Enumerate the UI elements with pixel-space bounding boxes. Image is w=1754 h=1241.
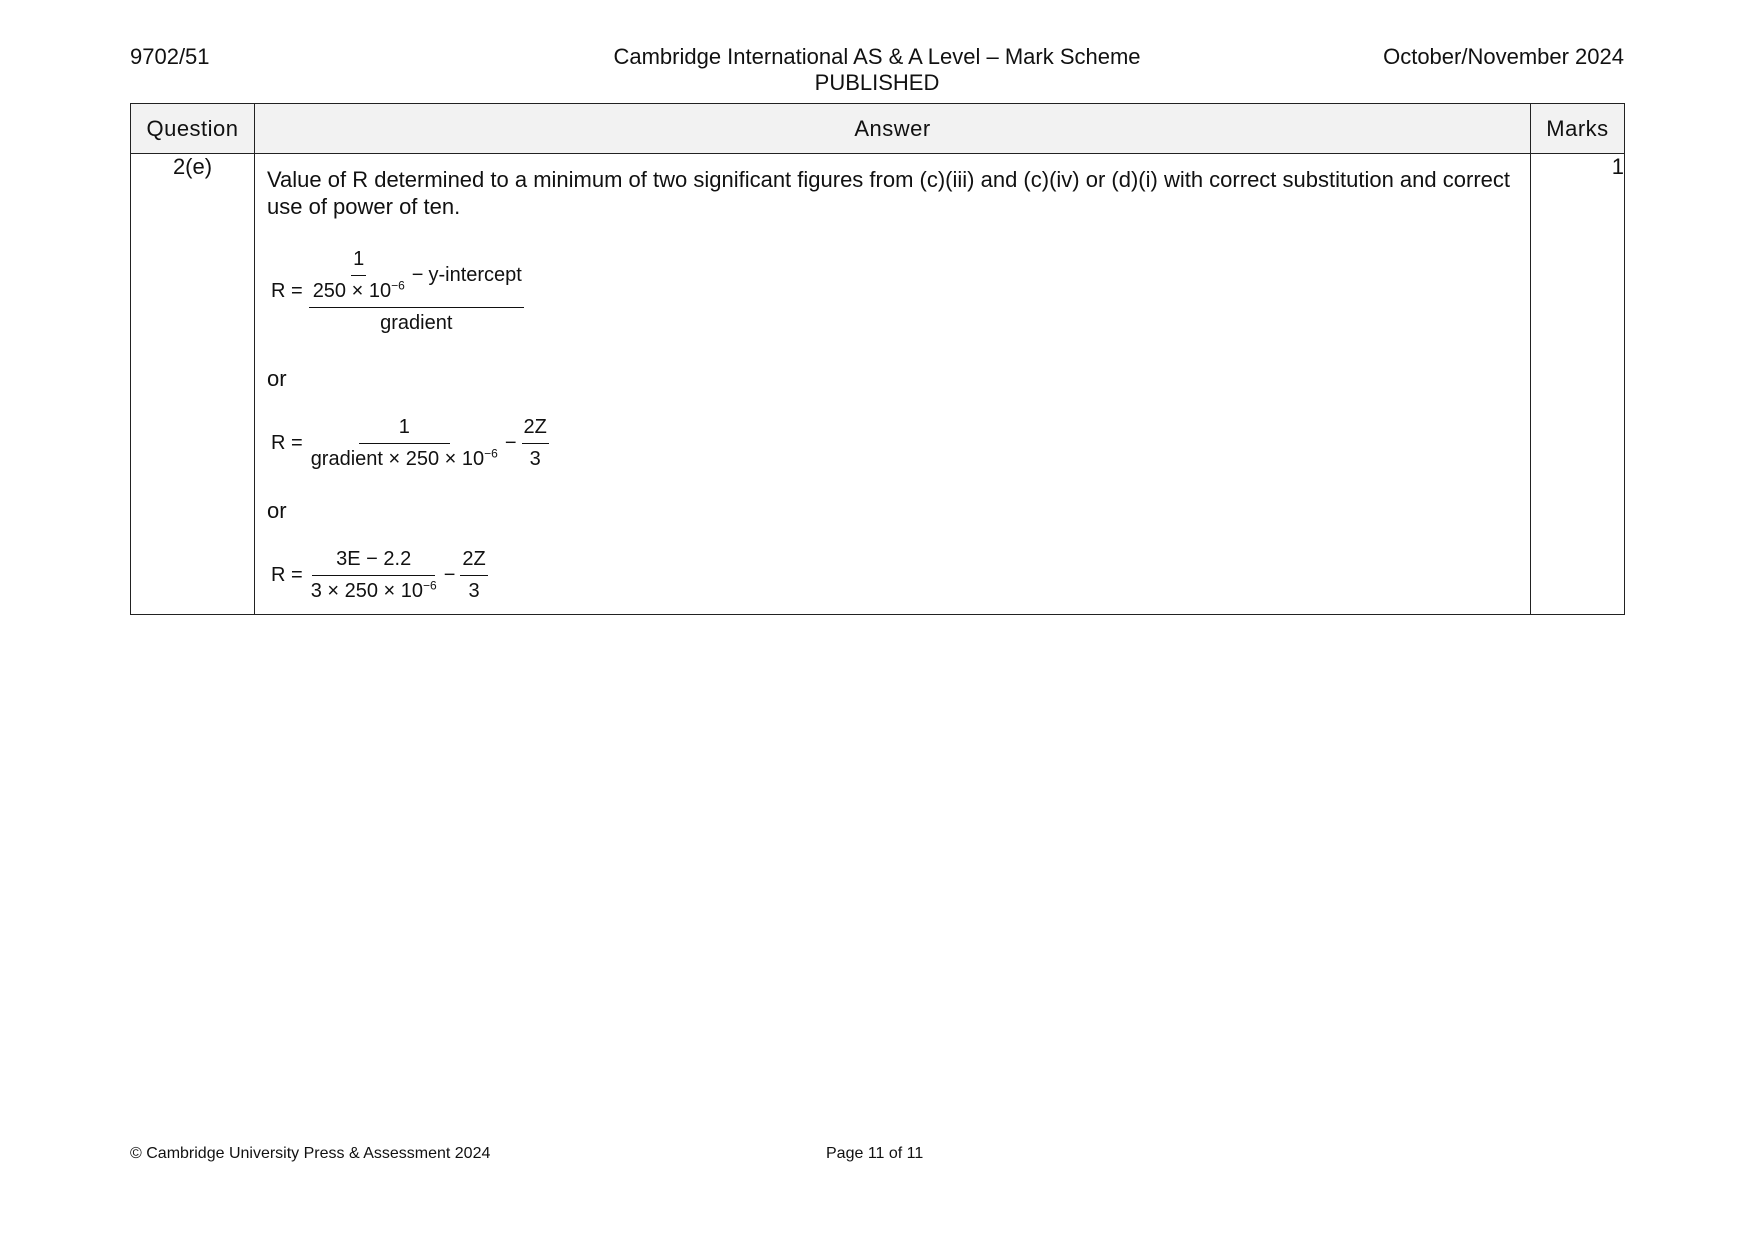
eq2-denominator: gradient × $250 \times 10^{-6}$	[310, 446, 498, 470]
status-line: PUBLISHED	[814, 70, 940, 95]
marks-value: 1	[1531, 154, 1625, 615]
equation-3	[271, 546, 1518, 605]
column-header-question: Question	[131, 104, 255, 154]
or-label: or	[267, 366, 287, 391]
eq3-denominator-2: 3	[468, 580, 480, 602]
or-label: or	[267, 498, 287, 523]
eq1-inner-fraction	[311, 246, 407, 305]
title-line: Cambridge International AS & A Level – Mark Scheme	[613, 44, 1141, 69]
answer-cell	[255, 154, 1531, 615]
eq3-fraction	[309, 546, 439, 605]
eq2-fraction	[309, 414, 500, 473]
eq3-numerator-2: 2Z	[460, 546, 487, 576]
eq3-minus: −	[443, 564, 456, 586]
equation-2	[271, 414, 1518, 473]
eq1-inner-numerator: 1	[351, 246, 366, 276]
question-number: 2(e)	[131, 154, 255, 615]
column-header-marks: Marks	[1531, 104, 1625, 154]
eq3-denominator: $3 \times 250 \times 10^{-6}$	[310, 578, 437, 602]
eq1-denominator: gradient	[380, 312, 453, 334]
equation-1	[271, 246, 1518, 337]
eq1-intercept: y-intercept	[428, 264, 522, 286]
eq3-fraction-2	[460, 546, 487, 605]
eq1-lhs: R =	[271, 280, 303, 302]
eq2-fraction-2	[522, 414, 549, 473]
eq3-numerator: 3E − 2.2	[312, 546, 435, 576]
page-number: Page 11 of 11	[826, 1145, 924, 1162]
eq2-lhs: R =	[271, 432, 303, 454]
eq2-numerator: 1	[359, 414, 450, 444]
eq2-minus: −	[504, 432, 517, 454]
table-row	[131, 154, 1625, 615]
mark-scheme-table	[130, 103, 1625, 615]
eq1-minus: −	[411, 264, 424, 286]
table-header-row	[131, 104, 1625, 154]
column-header-answer: Answer	[255, 104, 1531, 154]
eq2-numerator-2: 2Z	[522, 414, 549, 444]
eq1-fraction	[309, 246, 524, 337]
eq2-denominator-2: 3	[529, 448, 541, 470]
eq1-inner-denominator: $250 \times 10^{-6}$	[312, 278, 405, 302]
exam-session: October/November 2024	[1383, 44, 1624, 69]
copyright-footer: © Cambridge University Press & Assessment 2024	[130, 1145, 491, 1162]
answer-text: Value of R determined to a minimum of two significant figures from (c)(iii) and (c)(iv) or (d)(i) with correct substitution and correct use of power of ten.	[267, 167, 1510, 219]
paper-code: 9702/51	[130, 44, 210, 69]
eq3-lhs: R =	[271, 564, 303, 586]
